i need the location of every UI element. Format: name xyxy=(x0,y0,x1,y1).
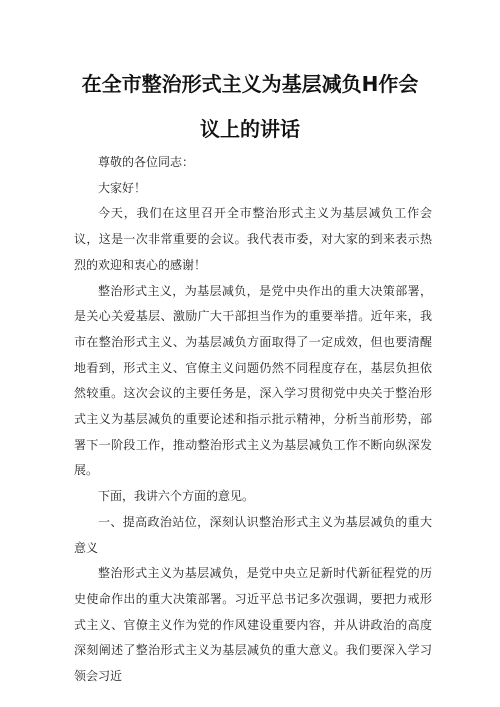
document-body xyxy=(74,150,432,690)
document-title-line-2: 议上的讲话 xyxy=(200,117,300,141)
section-heading-1: 一、提高政治站位，深刻认识整治形式主义为基层减负的重大意义 xyxy=(74,514,432,555)
salutation: 尊敬的各位同志： xyxy=(98,155,195,169)
paragraph-section-1: 整治形式主义为基层减负，是党中央立足新时代新征程党的历史使命作出的重大决策部署。习近平总书记多次强调，要把力戒形式主义、官僚主义作为党的作风建设重要内容，并从讲政治的高度深刻阐述了整治形式主义为基层减负的重大意义。我们要深入学习领会习近 xyxy=(74,566,432,684)
paragraph-context: 整治形式主义，为基层减负，是党中央作出的重大决策部署，是关心关爱基层、激励广大干部担当作为的重要举措。近年来，我市在整治形式主义、为基层减负方面取得了一定成效，但也要清醒地看到，形式主义、官僚主义问题仍然不同程度存在，基层负担依然较重。这次会议的主要任务是，深入学习贯彻党中央关于整治形式主义为基层减负的重要论述和指示批示精神，分析当前形势，部署下一阶段工作，推动整治形式主义为基层减负工作不断向纵深发展。 xyxy=(74,283,432,478)
document-title-line-1: 在全市整治形式主义为基层减负H作会 xyxy=(81,72,419,96)
greeting: 大家好！ xyxy=(98,180,147,195)
paragraph-opening: 今天，我们在这里召开全市整治形式主义为基层减负工作会议，这是一次非常重要的会议。我代表市委，对大家的到来表示热烈的欢迎和衷心的感谢！ xyxy=(74,206,432,272)
paragraph-outline: 下面，我讲六个方面的意见。 xyxy=(98,489,255,504)
